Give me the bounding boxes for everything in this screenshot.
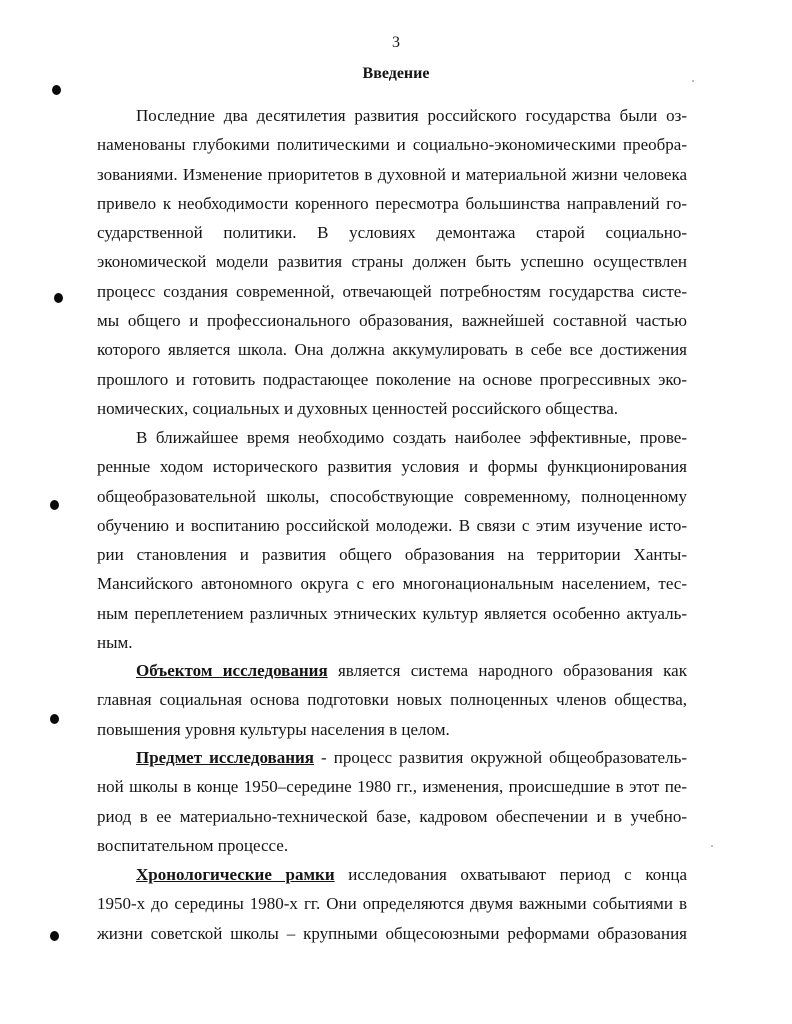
text-line: общеобразовательной школы, способствующие современному, полноценному [97, 486, 687, 506]
text-line: риод в ее материально-технической базе, кадровом обеспечении и в учебно- [97, 806, 687, 826]
text-line [97, 743, 687, 772]
paragraph-relevance [97, 423, 687, 657]
text-line: номических, социальных и духовных ценностей российского общества. [97, 398, 618, 418]
text-fragment: - процесс развития окружной общеобразователь- [314, 748, 687, 767]
text-line: Последние два десятилетия развития российского государства были оз- [136, 106, 687, 125]
text-line: сударственной политики. В условиях демонтажа старой социально- [97, 223, 687, 243]
text-line: ным. [97, 633, 133, 653]
text-line: рии становления и развития общего образования на территории Ханты- [97, 545, 687, 565]
term-object: Объектом исследования [136, 661, 328, 680]
text-line [97, 860, 687, 889]
text-line: процесс создания современной, отвечающей потребностям государства систе- [97, 281, 687, 301]
text-line: В ближайшее время необходимо создать наиболее эффективные, прове- [136, 428, 687, 447]
text-line: зованиями. Изменение приоритетов в духовной и материальной жизни человека [97, 164, 687, 184]
paragraph-intro [97, 101, 687, 423]
text-line: наменованы глубокими политическими и социально-экономическими преобра- [97, 135, 687, 155]
binder-hole [50, 500, 59, 510]
text-line: привело к необходимости коренного пересмотра большинства направлений го- [97, 193, 687, 213]
term-subject: Предмет исследования [136, 748, 315, 767]
text-fragment: исследования охватывают период с конца [334, 865, 687, 884]
binder-hole [50, 931, 59, 941]
text-line: повышения уровня культуры населения в целом. [97, 719, 450, 739]
text-line: ной школы в конце 1950–середине 1980 гг., изменения, происшедшие в этот пе- [97, 777, 687, 797]
text-line: ным переплетением различных этнических культур является особенно актуаль- [97, 603, 687, 623]
text-line: 1950-х до середины 1980-х гг. Они определяются двумя важными событиями в [97, 894, 687, 914]
paragraph-chronology [97, 860, 687, 948]
scan-speck [692, 80, 694, 82]
text-line: Мансийского автономного округа с его многонациональным населением, тес- [97, 574, 687, 594]
binder-hole [54, 293, 63, 303]
text-line: главная социальная основа подготовки новых полноценных членов общества, [97, 690, 687, 710]
term-chronology: Хронологические рамки [136, 865, 335, 884]
text-line: которого является школа. Она должна аккумулировать в себе все достижения [97, 340, 687, 360]
text-line [97, 656, 687, 685]
paragraph-object [97, 656, 687, 744]
text-line: жизни советской школы – крупными общесоюзными реформами образования [97, 923, 687, 943]
text-line: ренные ходом исторического развития условия и формы функционирования [97, 457, 687, 477]
text-line: воспитательном процессе. [97, 835, 289, 855]
text-line: мы общего и профессионального образования, важнейшей составной частью [97, 311, 687, 331]
binder-hole [52, 85, 61, 95]
text-line: экономической модели развития страны должен быть успешно осуществлен [97, 252, 687, 272]
text-line: прошлого и готовить подрастающее поколение на основе прогрессивных эко- [97, 369, 687, 389]
paragraph-subject [97, 743, 687, 860]
text-fragment: является система народного образования как [327, 661, 687, 680]
page-number: 3 [392, 34, 400, 51]
section-heading: Введение [362, 65, 430, 82]
scan-speck [711, 845, 713, 847]
text-line: обучению и воспитанию российской молодежи. В связи с этим изучение исто- [97, 515, 687, 535]
binder-hole [50, 714, 59, 724]
